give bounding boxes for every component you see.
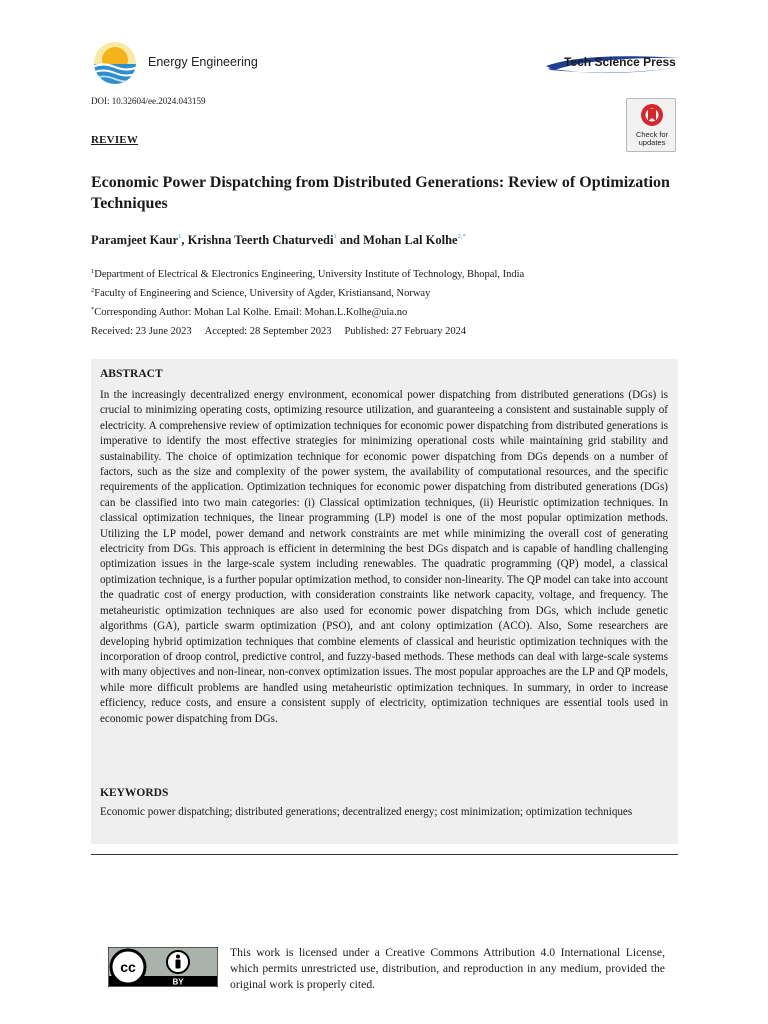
author-name: Mohan Lal Kolhe [363, 233, 458, 247]
author-superscript[interactable]: 1 [333, 233, 337, 240]
badge-label: BY [172, 977, 184, 987]
check-for-updates-button[interactable] [626, 98, 676, 152]
author-superscript[interactable]: 1 [178, 233, 182, 240]
abstract-text: In the increasingly decentralized energy environment, economical power dispatching from distributed generations (DGs) is crucial to minimizing operating costs, optimizing resource utilization, and guaranteeing a consistent and sustainable supply of electricity. A comprehensive review of optimization techniques for economic power dispatching from distributed generations is imperative to identify the most effective strategies for minimizing operational costs while maintaining grid stability and sustainability. The choice of optimization technique for economic power dispatching from DGs depends on a number of factors, such as the size and complexity of the power system, the availability of computational resources, and the specific requirements of the application. Optimization techniques for economic power dispatching from distributed generations (DGs) can be classified into two main categories: (i) Classical optimization techniques, (ii) Heuristic optimization techniques. In classical optimization techniques, the linear programming (LP) model is one of the most popular optimization methods. Utilizing the LP model, power demand and network constraints are met while minimizing the overall cost of generating electricity from DGs. This approach is efficient in determining the best DGs dispatch and is capable of handling challenging optimization issues in the large-scale system including renewables. The quadratic programming (QP) model, a classical optimization technique, is a further popular optimization method, to consider non-linearity. The QP model can take into account the quadratic cost of energy production, with consideration constraints like network capacity, voltage, and frequency. The metaheuristic optimization techniques are also used for economic power dispatching from DGs, which include genetic algorithms (GA), particle swarm optimization (PSO), and ant colony optimization (ACO). Also, Some researchers are developing hybrid optimization techniques that combine elements of classical and heuristic optimization techniques with the incorporation of droop control, predictive control, and fuzzy-based methods. These methods can deal with large-scale systems with many objectives and non-linear, non-convex optimization issues. The most popular approaches are the LP and QP models, while more difficult problems are handled using metaheuristic optimization techniques. In summary, in order to increase efficiency, reduce costs, and ensure a consistent supply of electricity, optimization techniques are essential tools used in economic power dispatching from DGs. [100, 389, 668, 725]
abstract-heading: ABSTRACT [100, 368, 163, 380]
keywords-text: Economic power dispatching; distributed generations; decentralized energy; cost minimization; optimization techniques [100, 806, 633, 818]
article-type: REVIEW [91, 134, 139, 146]
author-superscript[interactable]: 2,* [457, 233, 466, 240]
svg-text:cc: cc [120, 959, 136, 975]
author-name: Krishna Teerth Chaturvedi [187, 233, 334, 247]
attribution-icon [167, 951, 189, 973]
cc-by-license-badge[interactable] [108, 947, 218, 987]
check-for-updates-icon [640, 103, 664, 129]
keywords-heading: KEYWORDS [100, 787, 169, 799]
check-updates-label: Check for updates [635, 130, 669, 147]
journal-name: Energy Engineering [148, 55, 258, 69]
affiliation-2: $^2$Faculty of Engineering and Science, University of Agder, Kristiansand, Norway [91, 287, 431, 299]
license-text: This work is licensed under a Creative Commons Attribution 4.0 International License, which permits unrestricted use, distribution, and reproduction in any medium, provided the original work is properly cited. [230, 946, 665, 991]
received-date: Received: 23 June 2023 [91, 326, 192, 337]
divider [91, 854, 678, 855]
affiliation-1: $^1$Department of Electrical & Electronics Engineering, University Institute of Technology, Bhopal, India [91, 268, 525, 280]
corresponding-author: *Corresponding Author: Mohan Lal Kolhe. Email: Mohan.L.Kolhe@uia.no [91, 306, 408, 318]
publisher-logo[interactable] [544, 52, 684, 78]
published-date: Published: 27 February 2024 [344, 326, 467, 337]
article-dates [91, 326, 479, 337]
journal-logo-icon [92, 40, 138, 86]
author-name: Paramjeet Kaur [91, 233, 179, 247]
article-title: Economic Power Dispatching from Distributed Generations: Review of Optimization Techniques [91, 174, 670, 212]
doi[interactable]: DOI: 10.32604/ee.2024.043159 [91, 96, 206, 106]
author-list: Paramjeet Kaur$^1$, Krishna Teerth Chaturvedi$^1$ and Mohan Lal Kolhe$^{2,*}$ [91, 233, 466, 247]
publisher-name: Tech Science Press [564, 55, 676, 69]
creative-commons-icon [111, 950, 145, 984]
accepted-date: Accepted: 28 September 2023 [204, 326, 332, 337]
